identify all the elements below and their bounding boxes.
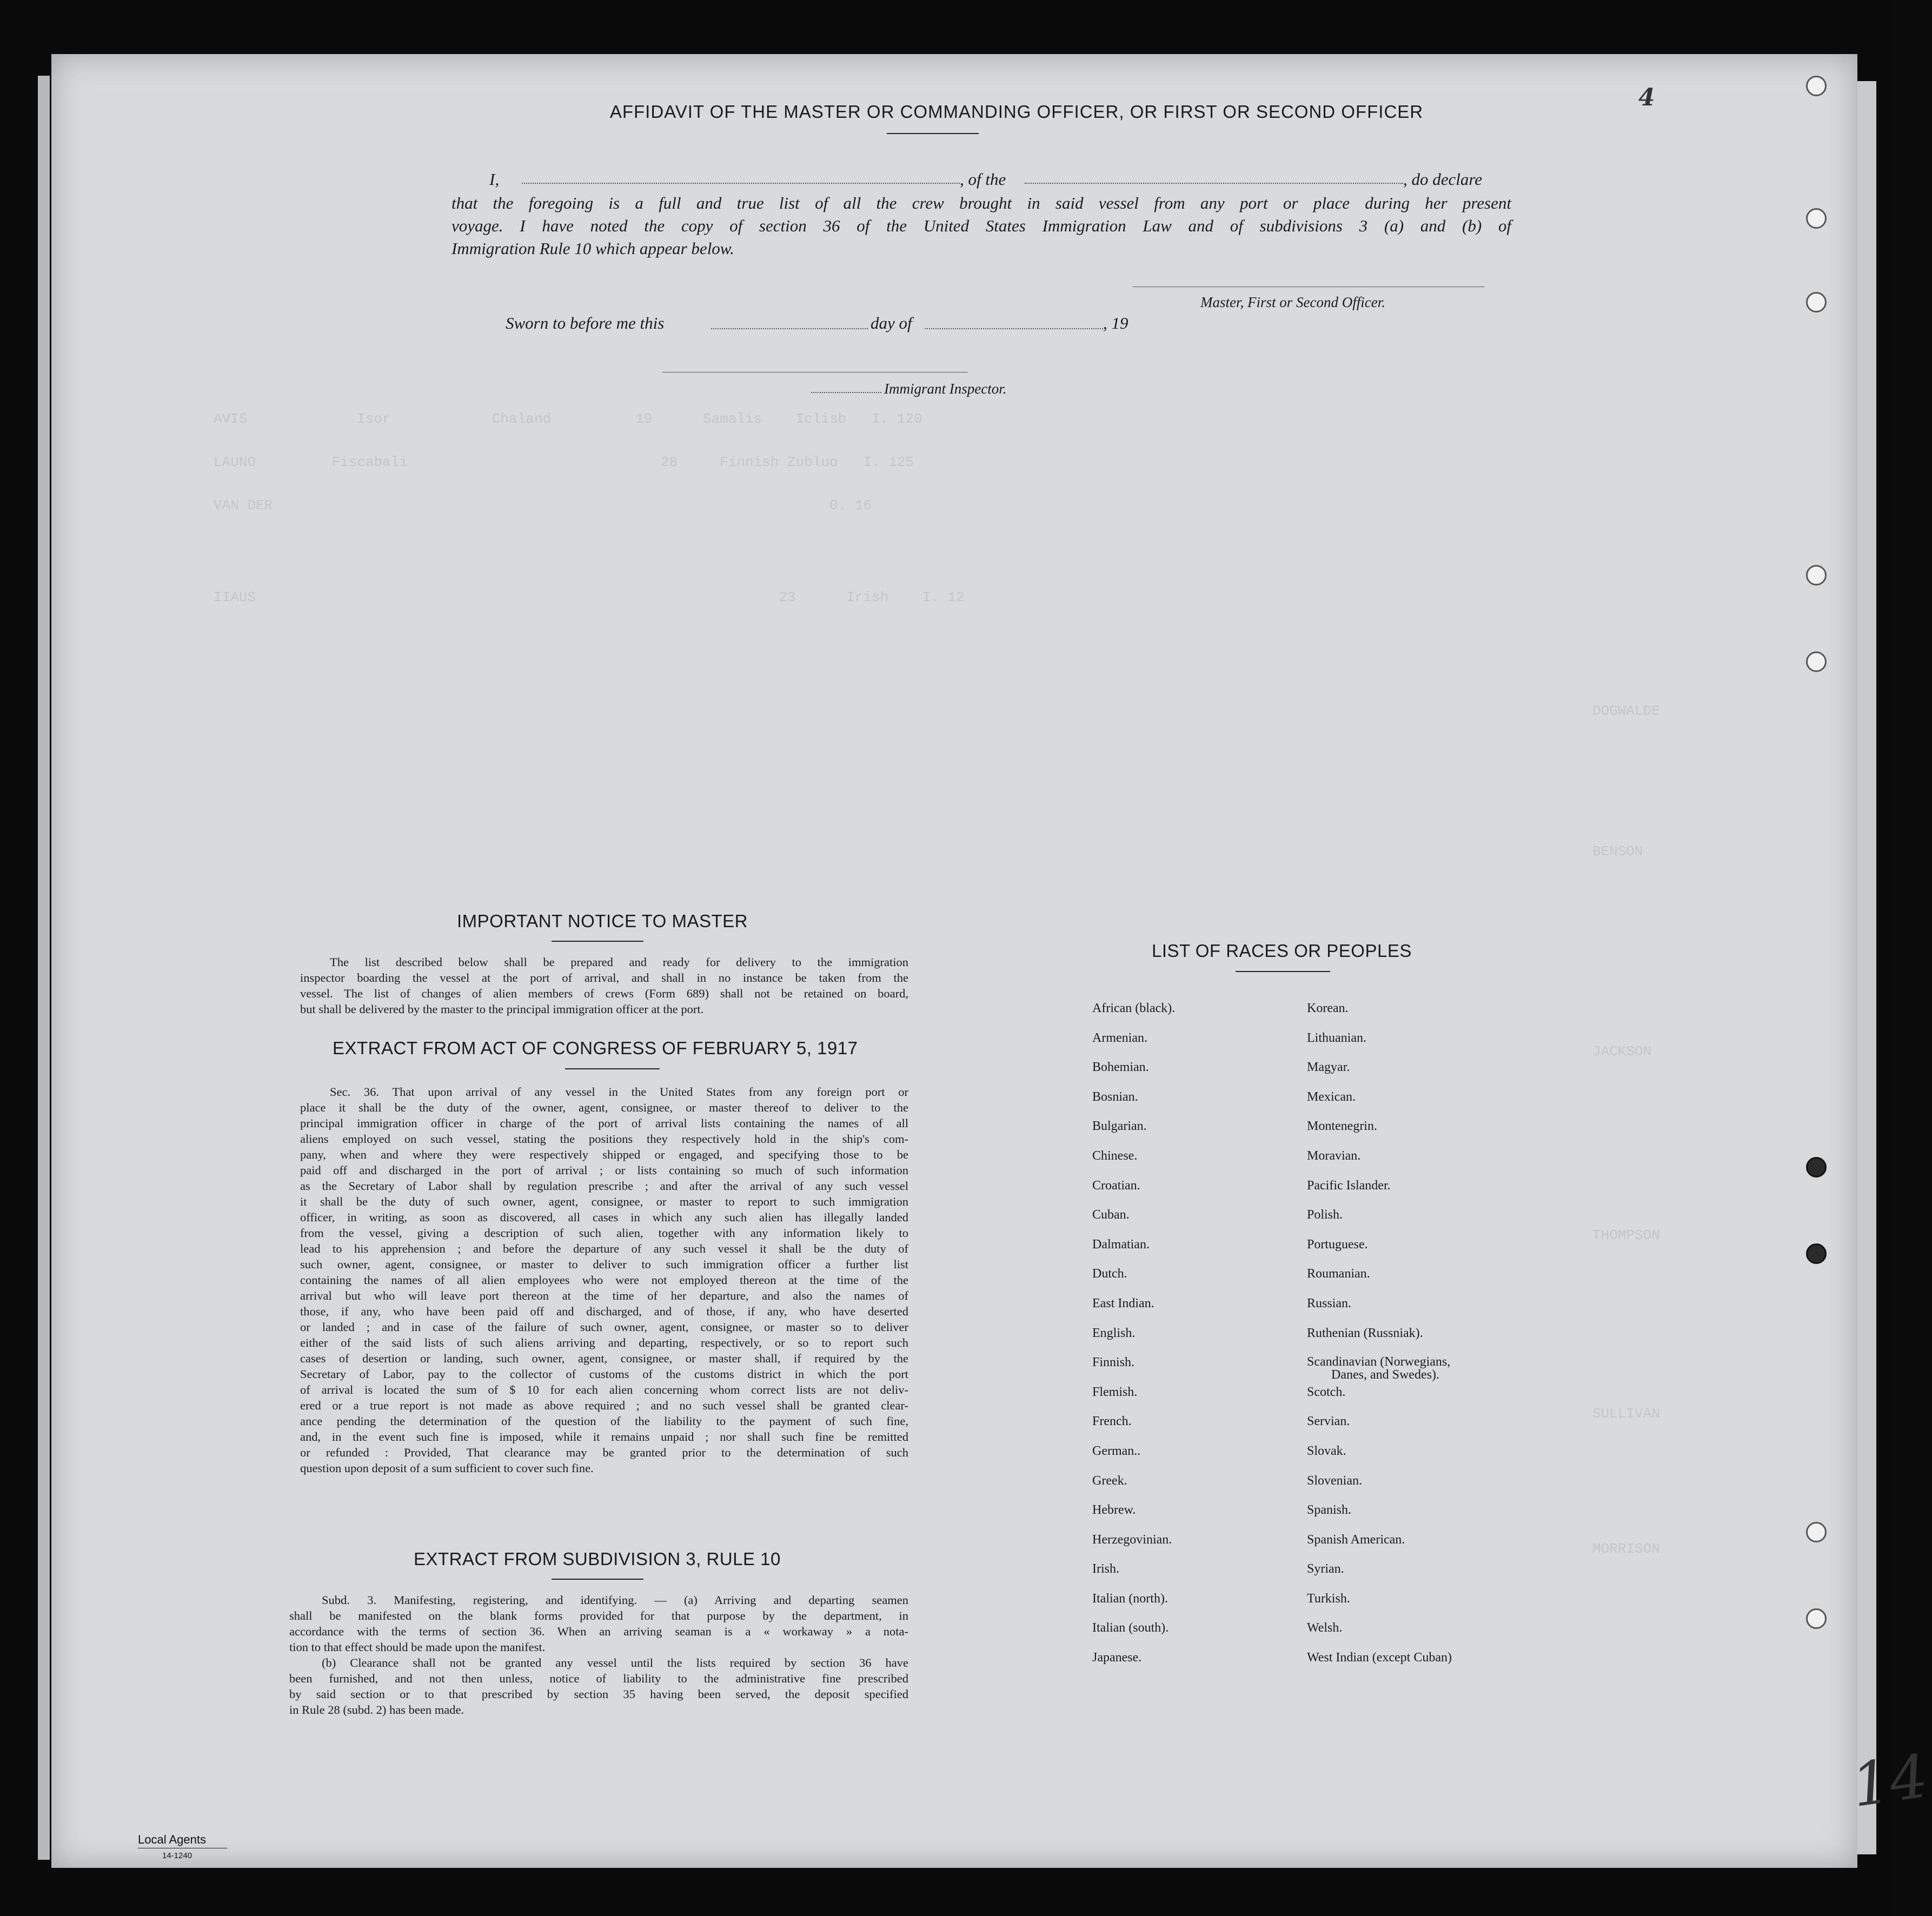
race-item: Korean.: [1307, 1001, 1349, 1015]
notice-title: IMPORTANT NOTICE TO MASTER: [457, 911, 748, 931]
act-line: it shall be the duty of such owner, agent, consignee, or master to report to such immigration: [300, 1195, 908, 1208]
act-line: containing the names of all alien employees who were not employed thereon at the time of the: [300, 1273, 908, 1287]
officer-signature-label: Master, First or Second Officer.: [1200, 294, 1385, 310]
bleed-through-text: BENSON: [1592, 843, 1643, 860]
race-item: Portuguese.: [1307, 1237, 1368, 1252]
affidavit-line-4: Immigration Rule 10 which appear below.: [452, 239, 734, 258]
binder-hole: [1806, 565, 1827, 586]
act-line: principal immigration officer in charge of the port of arrival lists containing the names of all: [300, 1116, 908, 1130]
binder-hole: [1806, 651, 1827, 672]
race-item: Scandinavian (Norwegians,: [1307, 1355, 1451, 1369]
race-item: West Indian (except Cuban): [1307, 1651, 1452, 1665]
races-right-column: [1307, 1001, 1534, 1680]
act-line: those, if any, who have been paid off and discharged, and of those, if any, who have deserted: [300, 1305, 908, 1318]
race-item: Scotch.: [1307, 1385, 1346, 1399]
rule-body: [289, 1592, 908, 1718]
act-line: pany, when and where they were respectively shipped or engaged, and specifying those to be: [300, 1148, 908, 1161]
race-item: French.: [1092, 1414, 1132, 1429]
binder-hole: [1806, 292, 1827, 312]
race-item: Slovak.: [1307, 1443, 1346, 1458]
race-item: Italian (north).: [1092, 1591, 1168, 1606]
vessel-blank: [1025, 183, 1403, 184]
race-item: Dalmatian.: [1092, 1237, 1150, 1252]
race-item: East Indian.: [1092, 1296, 1154, 1310]
act-line: and, in the event such fine is imposed, while it remains unpaid ; nor shall such fine be remitted: [300, 1430, 908, 1443]
sworn-label: Sworn to before me this: [506, 314, 665, 332]
affidavit-title: AFFIDAVIT OF THE MASTER OR COMMANDING OFFICER, OR FIRST OR SECOND OFFICER: [609, 102, 1424, 122]
act-line: cases of desertion or landing, such owner, agent, consignee, or master shall, if required by the: [300, 1352, 908, 1365]
binder-hole: [1806, 1243, 1827, 1264]
act-line: officer, in writing, as soon as discovered, all cases in which any such alien has illegally landed: [300, 1210, 908, 1224]
races-underline: [1236, 971, 1330, 972]
bleed-through-text: THOMPSON: [1592, 1227, 1660, 1243]
corner-mark: 4: [1638, 84, 1655, 111]
race-item: Bulgarian.: [1092, 1119, 1147, 1134]
race-item: Welsh.: [1307, 1621, 1343, 1635]
footer-local-agents: Local Agents: [138, 1833, 206, 1846]
rule-underline: [552, 1579, 643, 1580]
act-line: as the Secretary of Labor shall by regulation prescribe ; and after the arrival of any such vessel: [300, 1179, 908, 1193]
binder-hole: [1806, 76, 1827, 96]
race-item-scandinavian: [1307, 1355, 1534, 1385]
race-item: Flemish.: [1092, 1385, 1138, 1399]
notice-line: inspector boarding the vessel at the port of arrival, and shall in no instance be taken from the: [300, 971, 908, 984]
underlying-page-edge-right: [1855, 81, 1876, 1854]
race-item: Cuban.: [1092, 1208, 1130, 1222]
race-item: Italian (south).: [1092, 1621, 1169, 1635]
bleed-through-text: MORRISON: [1592, 1541, 1660, 1557]
race-item: Herzegovinian.: [1092, 1532, 1172, 1547]
affidavit-of-the-label: , of the: [960, 170, 1006, 189]
race-item: Montenegrin.: [1307, 1119, 1377, 1134]
inspector-label: Immigrant Inspector.: [884, 381, 1007, 397]
race-item: German..: [1092, 1443, 1141, 1458]
race-item: Spanish.: [1307, 1503, 1352, 1518]
race-item: Armenian.: [1092, 1030, 1147, 1045]
binder-hole: [1806, 1608, 1827, 1629]
races-title: LIST OF RACES OR PEOPLES: [1152, 941, 1412, 961]
act-line: place it shall be the duty of the owner, agent, consignee, or master thereof to deliver to the: [300, 1101, 908, 1114]
act-line: or refunded : Provided, That clearance may be granted prior to the determination of such: [300, 1446, 908, 1459]
act-line: of arrival is located the sum of $ 10 for each alien concerning whom correct lists are not deliv-: [300, 1383, 908, 1396]
race-item: Ruthenian (Russniak).: [1307, 1326, 1423, 1340]
rule-title: EXTRACT FROM SUBDIVISION 3, RULE 10: [414, 1549, 781, 1569]
year-label: , 19: [1103, 314, 1128, 332]
binder-hole: [1806, 1522, 1827, 1542]
rule-line: accordance with the terms of section 36. When an arriving seaman is a « workaway » a nota-: [289, 1625, 908, 1638]
race-item: Servian.: [1307, 1414, 1350, 1429]
rule-line: Subd. 3. Manifesting, registering, and identifying. — (a) Arriving and departing seamen: [322, 1593, 908, 1607]
notice-line: vessel. The list of changes of alien members of crews (Form 689) shall not be retained on board,: [300, 987, 908, 1000]
sworn-day-blank: [711, 328, 868, 329]
notice-line: but shall be delivered by the master to the principal immigration officer at the port.: [300, 1002, 704, 1016]
inspector-dots: [811, 392, 881, 393]
act-line: ance pending the determination of the question of the liability to the payment of such fine,: [300, 1414, 908, 1428]
act-line: Sec. 36. That upon arrival of any vessel in the United States from any foreign port or: [330, 1085, 908, 1099]
affidavit-line-3: voyage. I have noted the copy of section 36 of the United States Immigration Law and of subdivisions 3 (a) and (b) of: [452, 216, 1511, 235]
binder-hole: [1806, 1157, 1827, 1177]
bleed-through-text: LAUNO Fiscabali 28 Finnish Zubluo I. 125: [214, 454, 914, 470]
rule-line: in Rule 28 (subd. 2) has been made.: [289, 1703, 464, 1717]
affidavit-line-2: that the foregoing is a full and true list of all the crew brought in said vessel from any port or place during her present: [452, 194, 1511, 212]
race-item: Croatian.: [1092, 1178, 1140, 1193]
bleed-through-text: DOGWALDE: [1592, 703, 1660, 719]
act-body: [300, 1084, 908, 1476]
races-left-column: [1092, 1001, 1298, 1680]
act-line: or landed ; and in case of the failure of such owner, agent, consignee, or master so to deliver: [300, 1320, 908, 1334]
bleed-through-text: SULLIVAN: [1592, 1406, 1660, 1422]
act-title: EXTRACT FROM ACT OF CONGRESS OF FEBRUARY 5, 1917: [333, 1038, 858, 1058]
handwritten-page-number: 14: [1847, 1741, 1932, 1821]
race-item: Lithuanian.: [1307, 1030, 1366, 1045]
name-blank: [522, 183, 960, 184]
rule-line: (b) Clearance shall not be granted any vessel until the lists required by section 36 have: [322, 1656, 908, 1669]
act-line: ered or a true report is not made as above required ; and no such vessel shall be granted clear-: [300, 1399, 908, 1412]
notice-line: The list described below shall be prepared and ready for delivery to the immigration: [330, 955, 908, 969]
race-item: Magyar.: [1307, 1060, 1350, 1075]
race-item-continuation: Danes, and Swedes).: [1331, 1368, 1439, 1382]
rule-line: tion to that effect should be made upon the manifest.: [289, 1640, 546, 1654]
race-item: Greek.: [1092, 1473, 1127, 1488]
race-item: Spanish American.: [1307, 1532, 1405, 1547]
race-item: Dutch.: [1092, 1267, 1127, 1281]
notice-underline: [552, 941, 643, 942]
day-of-label: day of: [871, 314, 912, 332]
affidavit-declare-label: , do declare: [1403, 170, 1483, 189]
rule-line: shall be manifested on the blank forms provided for that purpose by the department, in: [289, 1609, 908, 1622]
race-item: Turkish.: [1307, 1591, 1350, 1606]
title-underline: [887, 133, 979, 134]
rule-line: been furnished, and not then unless, notice of liability to the administrative fine prescribed: [289, 1672, 908, 1685]
race-item: Polish.: [1307, 1208, 1343, 1222]
race-item: Japanese.: [1092, 1651, 1142, 1665]
race-item: Irish.: [1092, 1562, 1119, 1576]
race-item: Bosnian.: [1092, 1089, 1138, 1104]
act-line: paid off and discharged in the port of arrival ; or lists containing so much of such information: [300, 1163, 908, 1177]
underlying-page-edge: [38, 76, 50, 1860]
footer-form-number: 14-1240: [162, 1851, 192, 1860]
bleed-through-text: VAN DER 0. 16: [214, 497, 872, 514]
bleed-through-text: AVIS Isor Chaland 19 Samalis Iclisb I. 120: [214, 411, 922, 427]
race-item: Slovenian.: [1307, 1473, 1362, 1488]
bleed-through-text: IIAUS 23 Irish I. 12: [214, 589, 965, 606]
race-item: Russian.: [1307, 1296, 1352, 1310]
act-line: from the vessel, giving a description of such alien, together with any information likely to: [300, 1226, 908, 1240]
act-line: either of the said lists of such aliens arriving and departing, respectively, or so to report such: [300, 1336, 908, 1349]
month-blank: [925, 328, 1103, 329]
race-item: Finnish.: [1092, 1355, 1135, 1370]
race-item: Pacific Islander.: [1307, 1178, 1391, 1193]
bleed-through-text: JACKSON: [1592, 1043, 1652, 1060]
race-item: Hebrew.: [1092, 1503, 1136, 1518]
form-page: [51, 54, 1932, 1868]
race-item: Moravian.: [1307, 1148, 1361, 1163]
race-item: Roumanian.: [1307, 1267, 1370, 1281]
race-item: Chinese.: [1092, 1148, 1138, 1163]
binder-hole: [1806, 208, 1827, 229]
act-line: Secretary of Labor, pay to the collector of customs of the customs district in which the port: [300, 1367, 908, 1381]
act-line: aliens employed on such vessel, stating the positions they respectively hold in the ship's com-: [300, 1132, 908, 1146]
affidavit-i-label: I,: [489, 170, 500, 189]
act-line: question upon deposit of a sum sufficient to cover such fine.: [300, 1461, 594, 1475]
race-item: English.: [1092, 1326, 1136, 1340]
race-item: Syrian.: [1307, 1562, 1344, 1576]
act-line: lead to his apprehension ; and before the departure of any such vessel it shall be the duty of: [300, 1242, 908, 1255]
race-item: Mexican.: [1307, 1089, 1356, 1104]
notice-body: [300, 954, 908, 1017]
act-underline: [565, 1068, 660, 1069]
rule-line: by said section or to that prescribed by section 35 having been served, the deposit specified: [289, 1687, 908, 1701]
act-line: such owner, agent, consignee, or master to deliver to such immigration officer a further list: [300, 1258, 908, 1271]
act-line: arrival but who will leave port thereon at the time of her departure, and also the names of: [300, 1289, 908, 1302]
race-item: African (black).: [1092, 1001, 1176, 1015]
race-item: Bohemian.: [1092, 1060, 1149, 1075]
